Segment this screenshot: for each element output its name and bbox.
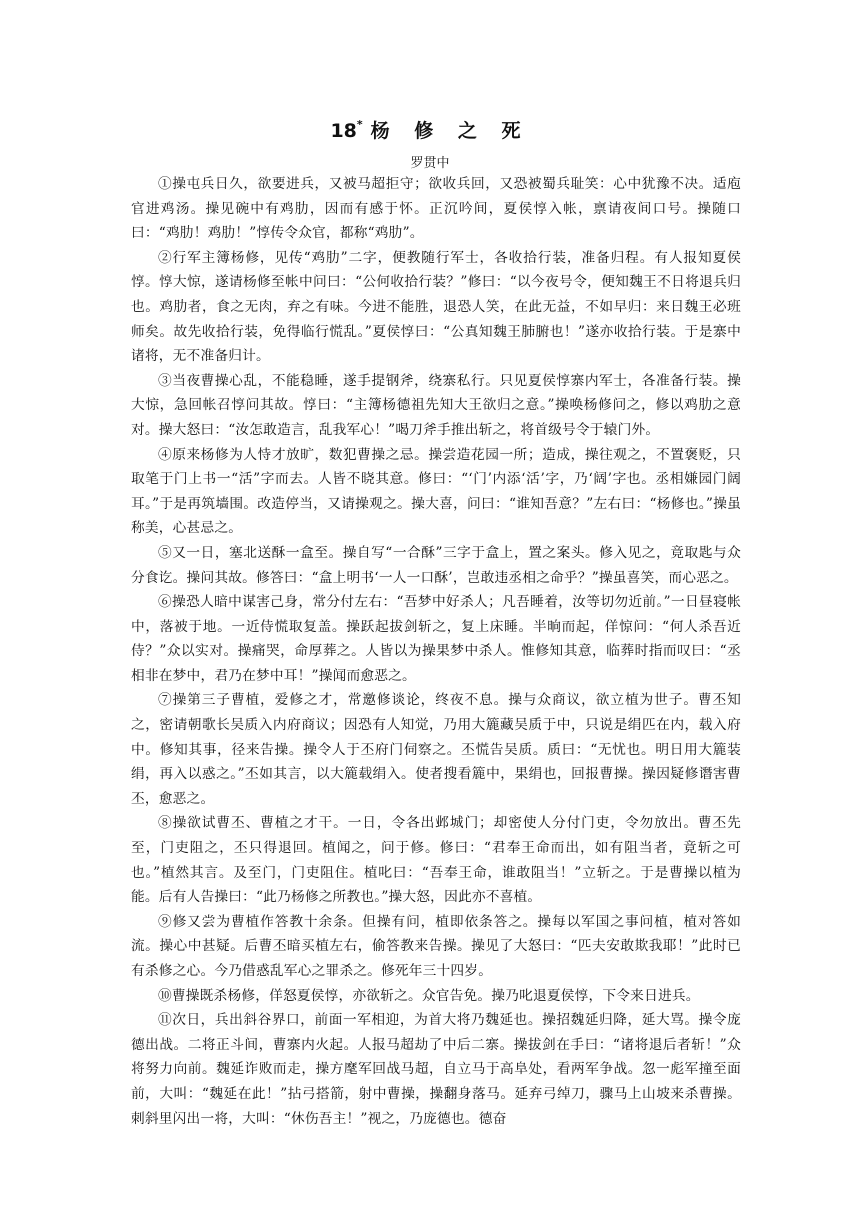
paragraph-7: ⑦操第三子曹植，爱修之才，常邀修谈论，终夜不息。操与众商议，欲立植为世子。曹丕知之，密请朝歌长吴质入内府商议；因恐有人知觉，乃用大簏藏吴质于中，只说是绢匹在内，载入府中。修知其事，径来告操。操令人于丕府门伺察之。丕慌告吴质。质曰：“无忧也。明日用大簏装绢，再入以惑之。”丕如其言，以大簏载绢入。使者搜看簏中，果绢也，回报曹操。操因疑修谮害曹丕，愈恶之。 [131,692,741,807]
lesson-number: 18 [330,120,357,142]
paragraph-8: ⑧操欲试曹丕、曹植之才干。一日，令各出邺城门；却密使人分付门吏，令勿放出。曹丕先至，门吏阻之，丕只得退回。植闻之，问于修。修曰：“君奉王命而出，如有阻当者，竟斩之可也。”植然其言。及至门，门吏阻住。植叱曰：“吾奉王命，谁敢阻当！”立斩之。于是曹操以植为能。后有人告操曰：“此乃杨修之所教也。”操大怒，因此亦不喜植。 [131,815,741,906]
self-study-marker: * [356,117,363,131]
paragraph-5: ⑤又一日，塞北送酥一盒至。操自写“一合酥”三字于盒上，置之案头。修入见之，竟取匙与众分食讫。操问其故。修答曰：“盒上明书‘一人一口酥’，岂敢违丞相之命乎？”操虽喜笑，而心恶之。 [131,544,741,586]
article-body [131,172,741,1131]
page-title [0,116,860,143]
paragraph-2: ②行军主簿杨修，见传“鸡肋”二字，便教随行军士，各收拾行装，准备归程。有人报知夏侯惇。惇大惊，遂请杨修至帐中问曰：“公何收拾行装？”修曰：“以今夜号令，便知魏王不日将退兵归也。鸡肋者，食之无肉，弃之有味。今进不能胜，退恐人笑，在此无益，不如早归：来日魏王必班师矣。故先收拾行装，免得临行慌乱。”夏侯惇曰：“公真知魏王肺腑也！”遂亦收拾行装。于是寨中诸将，无不准备归计。 [131,249,741,365]
paragraph-1: ①操屯兵日久，欲要进兵，又被马超拒守；欲收兵回，又恐被蜀兵耻笑：心中犹豫不决。适庖官进鸡汤。操见碗中有鸡肋，因而有感于怀。正沉吟间，夏侯惇入帐，禀请夜间口号。操随口曰：“鸡肋！鸡肋！”惇传令众官，都称“鸡肋”。 [131,176,741,242]
paragraph-6: ⑥操恐人暗中谋害己身，常分付左右：“吾梦中好杀人；凡吾睡着，汝等切勿近前。”一日昼寝帐中，落被于地。一近侍慌取复盖。操跃起拔剑斩之，复上床睡。半晌而起，佯惊问：“何人杀吾近侍？”众以实对。操痛哭，命厚葬之。人皆以为操果梦中杀人。惟修知其意，临葬时指而叹曰：“丞相非在梦中，君乃在梦中耳！”操闻而愈恶之。 [131,594,741,684]
paragraph-9: ⑨修又尝为曹植作答教十余条。但操有问，植即依条答之。操每以军国之事问植，植对答如流。操心中甚疑。后曹丕暗买植左右，偷答教来告操。操见了大怒曰：“匹夫安敢欺我耶！”此时已有杀修之心。今乃借惑乱军心之罪杀之。修死年三十四岁。 [131,913,741,979]
paragraph-11: ⑪次日，兵出斜谷界口，前面一军相迎，为首大将乃魏延也。操招魏延归降，延大骂。操令庞德出战。二将正斗间，曹寨内火起。人报马超劫了中后二寨。操拔剑在手曰：“诸将退后者斩！”众将努力向前。魏延诈败而走，操方麾军回战马超，自立马于高阜处，看两军争战。忽一彪军撞至面前，大叫：“魏延在此！”拈弓搭箭，射中曹操，操翻身落马。延弃弓绰刀，骤马上山坡来杀曹操。刺斜里闪出一将，大叫：“休伤吾主！”视之，乃庞德也。德奋 [131,1012,741,1127]
paragraph-3: ③当夜曹操心乱，不能稳睡，遂手提钢斧，绕寨私行。只见夏侯惇寨内军士，各准备行装。操大惊，急回帐召惇问其故。惇曰：“主簿杨德祖先知大王欲归之意。”操唤杨修问之，修以鸡肋之意对。操大怒曰：“汝怎敢造言，乱我军心！”喝刀斧手推出斩之，将首级号令于辕门外。 [131,372,741,438]
paragraph-10: ⑩曹操既杀杨修，佯怒夏侯惇，亦欲斩之。众官告免。操乃叱退夏侯惇，下令来日进兵。 [158,987,700,1004]
author-name: 罗贯中 [410,156,450,171]
paragraph-4: ④原来杨修为人恃才放旷，数犯曹操之忌。操尝造花园一所；造成，操往观之，不置褒贬，只取笔于门上书一“活”字而去。人皆不晓其意。修曰：“‘门’内添‘活’字，乃‘阔’字也。丞相嫌园门阔耳。”于是再筑墙围。改造停当，又请操观之。操大喜，问曰：“谁知吾意？”左右曰：“杨修也。”操虽称美，心甚忌之。 [131,446,741,537]
title-text: 杨 修 之 死 [370,120,530,142]
